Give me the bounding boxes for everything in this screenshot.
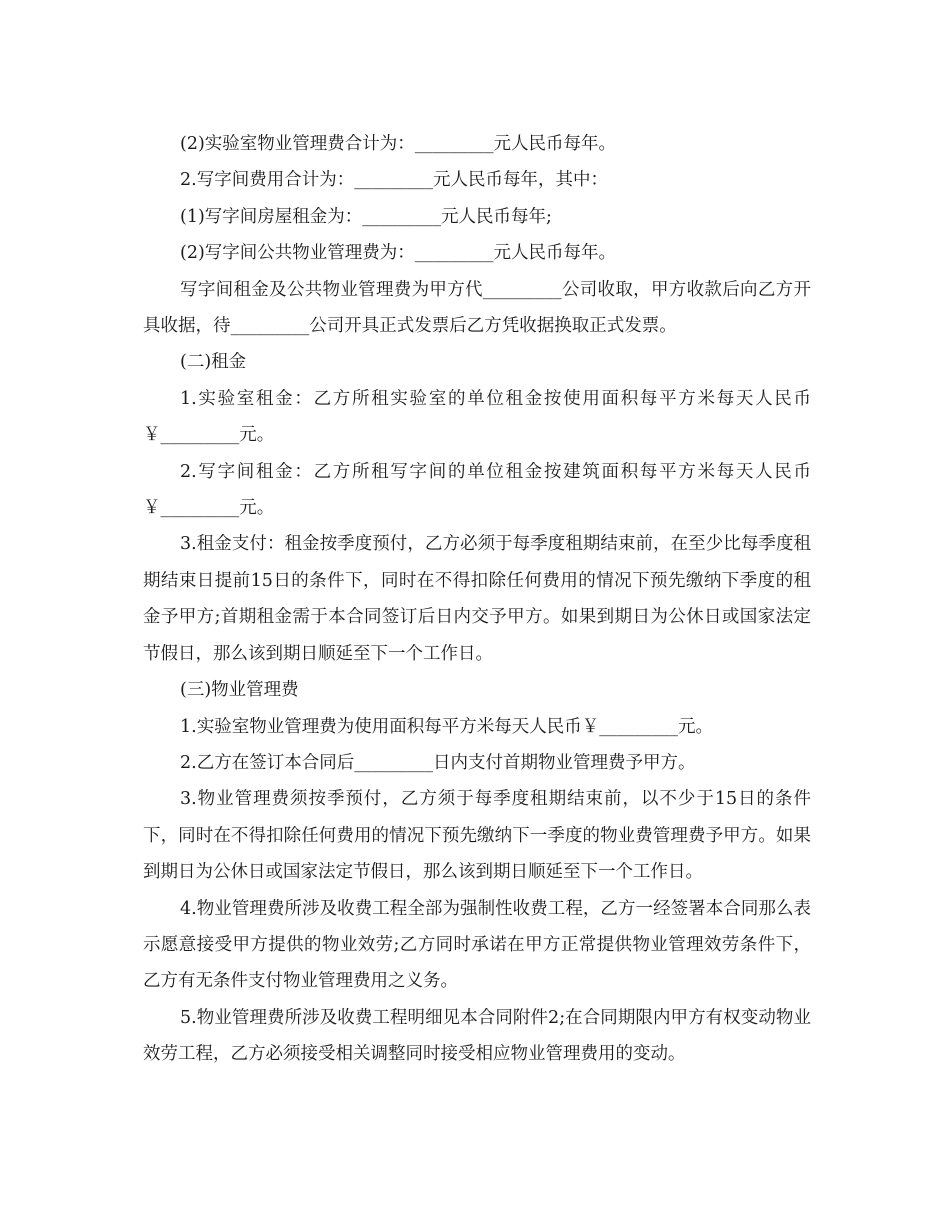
paragraph-property-fee-prepay: 3.物业管理费须按季预付，乙方须于每季度租期结束前，以不少于15日的条件下，同时在不得扣除任何费用的情况下预先缴纳下一季度的物业费管理费予甲方。如果到期日为公休日或国家法定节假日，那么该到期日顺延至下一个工作日。 [143, 789, 811, 883]
paragraph-charge-details: 5.物业管理费所涉及收费工程明细见本合同附件2;在合同期限内甲方有权变动物业效劳工程，乙方必须接受相关调整同时接受相应物业管理费用的变动。 [143, 1007, 811, 1065]
paragraph-office-fee-total: 2.写字间费用合计为：_________元人民币每年，其中： [180, 170, 608, 191]
paragraph-lab-rent: 1.实验室租金：乙方所租实验室的单位租金按使用面积每平方米每天人民币￥_________元。 [143, 388, 811, 446]
paragraph-collection-note: 写字间租金及公共物业管理费为甲方代_________公司收取，甲方收款后向乙方开具收据，待_________公司开具正式发票后乙方凭收据换取正式发票。 [143, 279, 811, 337]
section-heading-property-fee: (三)物业管理费 [180, 680, 299, 701]
paragraph-office-rent: (1)写字间房屋租金为：_________元人民币每年; [180, 206, 552, 227]
paragraph-mandatory-charges: 4.物业管理费所涉及收费工程全部为强制性收费工程，乙方一经签署本合同那么表示愿意接受甲方提供的物业效劳;乙方同时承诺在甲方正常提供物业管理效劳条件下，乙方有无条件支付物业管理费用之义务。 [143, 898, 811, 992]
paragraph-office-public-property-fee: (2)写字间公共物业管理费为：_________元人民币每年。 [180, 243, 617, 264]
paragraph-lab-property-fee-total: (2)实验室物业管理费合计为：_________元人民币每年。 [180, 134, 617, 154]
paragraph-lab-property-fee-rate: 1.实验室物业管理费为使用面积每平方米每天人民币￥_________元。 [180, 716, 713, 737]
paragraph-office-rent-rate: 2.写字间租金：乙方所租写字间的单位租金按建筑面积每平方米每天人民币￥_________元。 [143, 461, 811, 519]
section-heading-rent: (二)租金 [180, 352, 247, 373]
paragraph-first-property-fee: 2.乙方在签订本合同后_________日内支付首期物业管理费予甲方。 [180, 752, 696, 773]
paragraph-rent-payment: 3.租金支付：租金按季度预付，乙方必须于每季度租期结束前，在至少比每季度租期结束日提前15日的条件下，同时在不得扣除任何费用的情况下预先缴纳下季度的租金予甲方;首期租金需于本合同签订后日内交予甲方。如果到期日为公休日或国家法定节假日，那么该到期日顺延至下一个工作日。 [143, 534, 811, 664]
document-body [143, 126, 811, 1073]
